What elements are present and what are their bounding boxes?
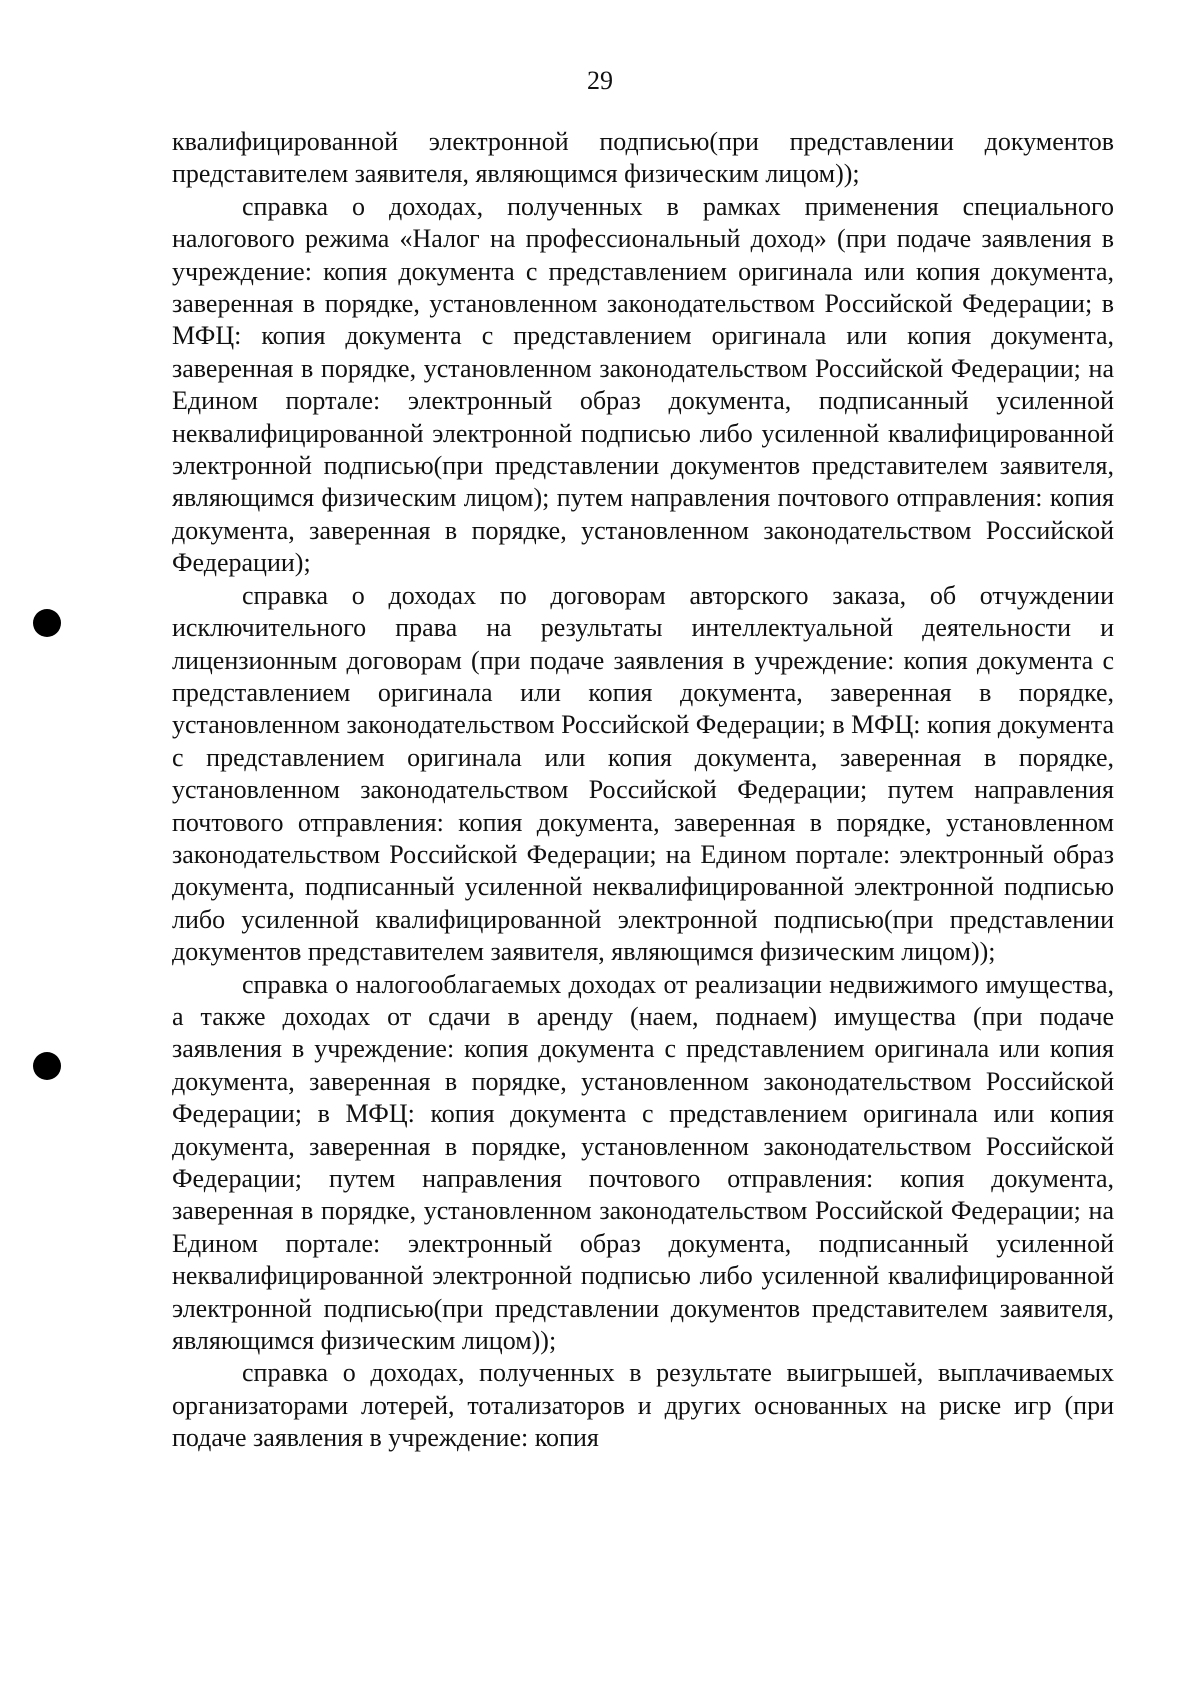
punch-hole-top	[33, 609, 61, 637]
punch-hole-bottom	[33, 1052, 61, 1080]
paragraph-copyright-income-certificate: справка о доходах по договорам авторского заказа, об отчуждении исключительного права на результаты интеллектуальной деятельности и лицензионным договорам (при подаче заявления в учреждение: копия документа с представлением оригинала или копия документа, заверенная в порядке, установленном законодательством Российской Федерации; в МФЦ: копия документа с представлением оригинала или копия документа, заверенная в порядке, установленном законодательством Российской Федерации; путем направления почтового отправления: копия документа, заверенная в порядке, установленном законодательством Российской Федерации; на Едином портале: электронный образ документа, подписанный усиленной неквалифицированной электронной подписью либо усиленной квалифицированной электронной подписью(при представлении документов представителем заявителя, являющимся физическим лицом));	[172, 580, 1114, 967]
paragraph-real-estate-income-certificate: справка о налогооблагаемых доходах от реализации недвижимого имущества, а также доходах от сдачи в аренду (наем, поднаем) имущества (при подаче заявления в учреждение: копия документа с представлением оригинала или копия документа, заверенная в порядке, установленном законодательством Российской Федерации; в МФЦ: копия документа с представлением оригинала или копия документа, заверенная в порядке, установленном законодательством Российской Федерации; путем направления почтового отправления: копия документа, заверенная в порядке, установленном законодательством Российской Федерации; на Едином портале: электронный образ документа, подписанный усиленной неквалифицированной электронной подписью либо усиленной квалифицированной электронной подписью(при представлении документов представителем заявителя, являющимся физическим лицом));	[172, 969, 1114, 1356]
page-number: 29	[587, 66, 613, 95]
document-body	[172, 126, 1114, 1455]
paragraph-lottery-winnings-certificate: справка о доходах, полученных в результате выигрышей, выплачиваемых организаторами лотерей, тотализаторов и других основанных на риске игр (при подаче заявления в учреждение: копия	[172, 1358, 1114, 1453]
paragraph-professional-income-certificate: справка о доходах, полученных в рамках применения специального налогового режима «Налог на профессиональный доход» (при подаче заявления в учреждение: копия документа с представлением оригинала или копия документа, заверенная в порядке, установленном законодательством Российской Федерации; в МФЦ: копия документа с представлением оригинала или копия документа, заверенная в порядке, установленном законодательством Российской Федерации; на Едином портале: электронный образ документа, подписанный усиленной неквалифицированной электронной подписью либо усиленной квалифицированной электронной подписью(при представлении документов представителем заявителя, являющимся физическим лицом); путем направления почтового отправления: копия документа, заверенная в порядке, установленном законодательством Российской Федерации);	[172, 191, 1114, 578]
paragraph-continuation: квалифицированной электронной подписью(при представлении документов представителем заявителя, являющимся физическим лицом));	[172, 127, 1114, 189]
